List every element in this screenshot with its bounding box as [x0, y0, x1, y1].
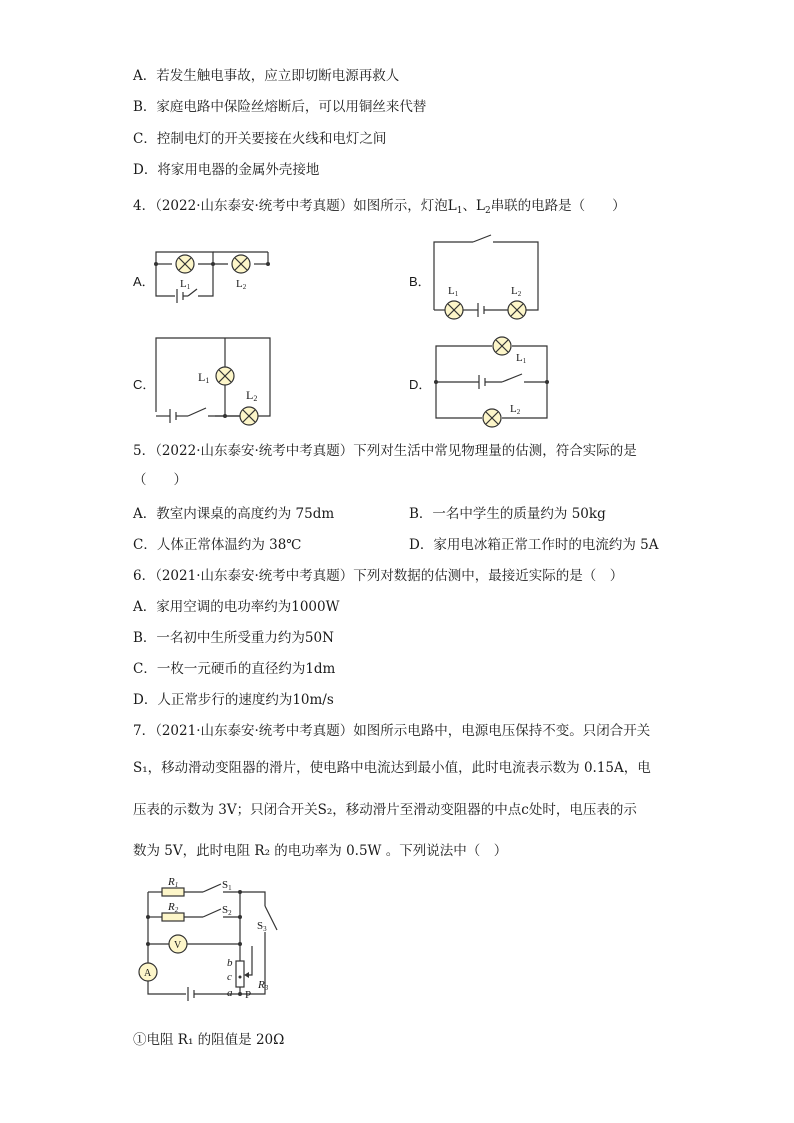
q4-stem-mid: 、L — [462, 198, 485, 214]
label-l1: L1 — [198, 370, 210, 385]
lamp-icon — [216, 367, 234, 385]
lamp-icon — [483, 409, 501, 427]
label-l2: L2 — [511, 285, 522, 298]
q4-stem — [133, 197, 626, 220]
q4-circuit-b — [428, 232, 543, 322]
q4-option-b-label: B． — [409, 274, 431, 289]
q5-stem-line1: 5．（2022·山东泰安·统考中考真题）下列对生活中常见物理量的估测，符合实际的是 — [133, 443, 637, 459]
label-r3: R3 — [258, 979, 269, 992]
svg-text:V: V — [174, 940, 182, 951]
label-a: a — [227, 987, 233, 999]
resistor-r1-icon — [162, 888, 184, 896]
q6-option-d: D．人正常步行的速度约为10m/s — [133, 692, 334, 708]
lamp-icon — [508, 301, 526, 319]
label-s1: S1 — [222, 879, 232, 892]
q3-option-c: C．控制电灯的开关要接在火线和电灯之间 — [133, 131, 387, 147]
lamp-icon — [240, 407, 258, 425]
label-r2: R2 — [168, 901, 179, 914]
q4-stem-sub1: 1 — [456, 206, 463, 216]
q7-circuit — [128, 872, 288, 1014]
q4-circuit-a — [150, 245, 275, 305]
lamp-icon — [232, 255, 250, 273]
label-l1: L1 — [448, 285, 459, 298]
q5-option-d: D．家用电冰箱正常工作时的电流约为 5A — [409, 537, 659, 553]
q7-stem-line1: 7．（2021·山东泰安·统考中考真题）如图所示电路中，电源电压保持不变。只闭合开关 — [133, 723, 651, 739]
label-b: b — [227, 957, 233, 969]
lamp-icon — [445, 301, 463, 319]
q4-circuit-c — [150, 333, 275, 423]
label-l2: L2 — [246, 388, 258, 403]
q3-option-b: B．家庭电路中保险丝熔断后，可以用铜丝来代替 — [133, 99, 427, 115]
label-s3: S3 — [257, 920, 267, 933]
label-l1: L1 — [516, 352, 527, 365]
q4-option-c-label: C． — [133, 377, 156, 392]
svg-text:A: A — [144, 968, 152, 979]
ammeter-icon — [139, 963, 157, 981]
q4-circuit-d — [432, 336, 552, 424]
q7-statement-1: ①电阻 R₁ 的阻值是 20Ω — [133, 1032, 285, 1048]
q5-option-a: A．教室内课桌的高度约为 75dm — [133, 506, 335, 522]
label-l2: L2 — [510, 403, 521, 416]
label-l2: L2 — [236, 278, 247, 291]
q4-stem-before: 4．（2022·山东泰安·统考中考真题）如图所示，灯泡L — [133, 198, 457, 214]
label-c: c — [227, 971, 232, 983]
lamp-icon — [176, 255, 194, 273]
label-l1: L1 — [180, 278, 191, 291]
q4-option-a-label: A． — [133, 274, 155, 289]
q7-stem-line4: 数为 5V，此时电阻 R₂ 的电功率为 0.5W 。下列说法中（ ） — [133, 843, 508, 859]
label-s2: S2 — [222, 904, 232, 917]
resistor-r2-icon — [162, 913, 184, 921]
q6-stem: 6．（2021·山东泰安·统考中考真题）下列对数据的估测中，最接近实际的是（ ） — [133, 568, 624, 584]
q3-option-a: A．若发生触电事故，应立即切断电源再救人 — [133, 68, 400, 84]
q5-option-b: B．一名中学生的质量约为 50kg — [409, 506, 606, 522]
q5-stem-line2: （ ） — [133, 472, 187, 488]
q4-stem-sub2: 2 — [484, 206, 491, 216]
q6-option-a: A．家用空调的电功率约为1000W — [133, 599, 340, 615]
q7-stem-line3: 压表的示数为 3V；只闭合开关S₂，移动滑片至滑动变阻器的中点c处时，电压表的示 — [133, 802, 637, 818]
q4-stem-after: 串联的电路是（ ） — [490, 198, 626, 214]
q6-option-b: B．一名初中生所受重力约为50N — [133, 630, 334, 646]
q3-option-d: D．将家用电器的金属外壳接地 — [133, 162, 320, 178]
q4-option-d-label: D． — [409, 377, 432, 392]
q5-option-c: C．人体正常体温约为 38℃ — [133, 537, 302, 553]
q6-option-c: C．一枚一元硬币的直径约为1dm — [133, 661, 336, 677]
q7-stem-line2: S₁，移动滑动变阻器的滑片，使电路中电流达到最小值，此时电流表示数为 0.15A，电 — [133, 760, 651, 776]
label-r1: R1 — [168, 876, 179, 889]
voltmeter-icon — [169, 935, 187, 953]
label-p: P — [245, 989, 252, 1001]
lamp-icon — [493, 337, 511, 355]
